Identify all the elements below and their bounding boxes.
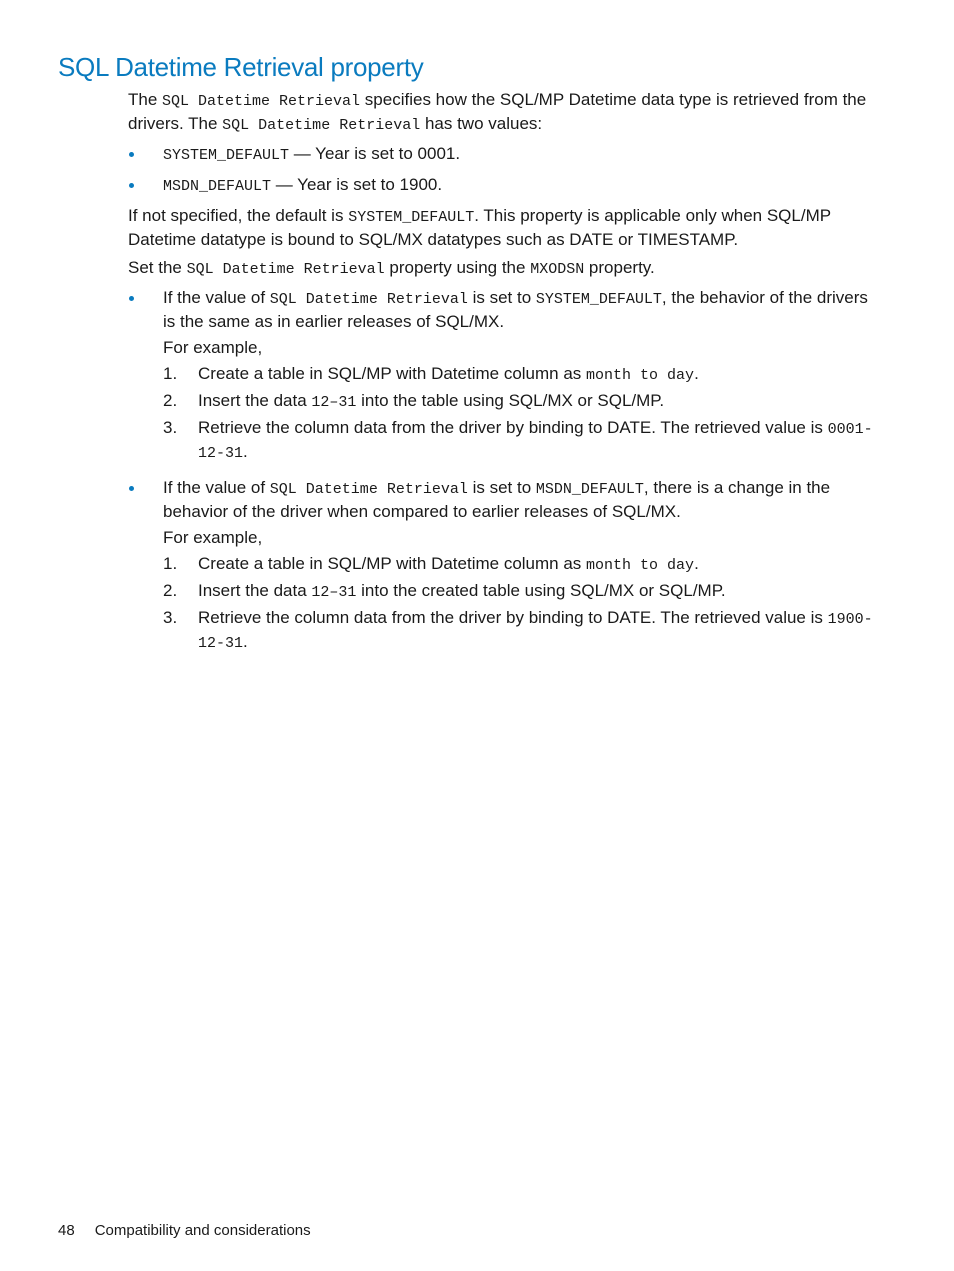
values-list [128, 143, 873, 198]
case-text: If the value of [163, 288, 270, 307]
case-text: If the value of [163, 478, 270, 497]
case-description [163, 477, 873, 523]
case-code: SQL Datetime Retrieval [269, 481, 468, 498]
step-text: Create a table in SQL/MP with Datetime column as [198, 554, 587, 573]
intro-paragraph [128, 89, 873, 137]
paragraph-code: SQL Datetime Retrieval [186, 261, 385, 278]
case-text: , the behavior of the drivers is the same as in earlier releases of SQL/MX. [163, 288, 868, 331]
footer-section-title: Compatibility and considerations [94, 1222, 311, 1239]
step-text: Insert the data [198, 581, 312, 600]
step-text: Retrieve the column data from the driver by binding to DATE. The retrieved value is [198, 418, 828, 437]
step-item [163, 417, 873, 465]
example-label: For example, [163, 338, 263, 357]
list-item [128, 174, 873, 198]
intro-code: SQL Datetime Retrieval [162, 93, 361, 110]
step-item [163, 607, 873, 655]
case-code: SYSTEM_DEFAULT [535, 291, 662, 308]
steps-list [163, 363, 873, 465]
case-text: is set to [467, 288, 536, 307]
step-text: Insert the data [198, 391, 312, 410]
step-text: into the table using SQL/MX or SQL/MP. [356, 391, 665, 410]
step-text: Create a table in SQL/MP with Datetime column as [198, 364, 587, 383]
set-paragraph [128, 257, 873, 281]
step-code: 12–31 [311, 394, 357, 411]
value-description: — Year is set to 1900. [271, 175, 443, 194]
step-number: 3. [163, 418, 178, 437]
step-item [163, 580, 873, 604]
step-code: month to day [586, 367, 695, 384]
step-text: into the created table using SQL/MX or SQL/MP. [356, 581, 726, 600]
step-code: 1900-12-31 [198, 611, 873, 652]
step-text: . [694, 554, 699, 573]
bullet-icon [129, 183, 134, 188]
section-body [128, 89, 873, 662]
case-text: , there is a change in the behavior of the driver when compared to earlier releases of SQL/MX. [163, 478, 831, 521]
step-text: Retrieve the column data from the driver by binding to DATE. The retrieved value is [198, 608, 828, 627]
paragraph-text: . This property is applicable only when SQL/MP Datetime datatype is bound to SQL/MX datatypes such as DATE or TIMESTAMP. [128, 206, 831, 249]
steps-list [163, 553, 873, 655]
step-item [163, 553, 873, 577]
paragraph-text: Set the [128, 258, 187, 277]
step-number: 3. [163, 608, 178, 627]
step-number: 2. [163, 581, 178, 600]
case-item [128, 287, 873, 465]
cases-list [128, 287, 873, 655]
step-text: . [694, 364, 699, 383]
step-code: month to day [586, 557, 695, 574]
bullet-icon [129, 486, 134, 491]
value-code: MSDN_DEFAULT [163, 178, 272, 195]
paragraph-text: If not specified, the default is [128, 206, 349, 225]
step-code: 0001-12-31 [198, 421, 873, 462]
case-text: is set to [467, 478, 536, 497]
intro-text: specifies how the SQL/MP Datetime data type is retrieved from the drivers. The [128, 90, 867, 133]
step-number: 1. [163, 364, 178, 383]
intro-code: SQL Datetime Retrieval [222, 117, 421, 134]
step-text: . [243, 442, 248, 461]
default-paragraph [128, 205, 873, 251]
bullet-icon [129, 152, 134, 157]
step-code: 12–31 [311, 584, 357, 601]
paragraph-text: property. [584, 258, 655, 277]
intro-text: has two values: [420, 114, 543, 133]
paragraph-text: property using the [384, 258, 531, 277]
paragraph-code: SYSTEM_DEFAULT [348, 209, 475, 226]
case-description [163, 287, 873, 333]
step-text: . [243, 632, 248, 651]
value-description: — Year is set to 0001. [289, 144, 461, 163]
step-item [163, 363, 873, 387]
example-label: For example, [163, 528, 263, 547]
step-number: 1. [163, 554, 178, 573]
step-item [163, 390, 873, 414]
page-footer [58, 1222, 311, 1239]
paragraph-code: MXODSN [530, 261, 585, 278]
case-item [128, 477, 873, 655]
case-code: MSDN_DEFAULT [535, 481, 644, 498]
list-item [128, 143, 873, 167]
step-number: 2. [163, 391, 178, 410]
section-title: SQL Datetime Retrieval property [58, 52, 424, 82]
intro-text: The [128, 90, 163, 109]
value-code: SYSTEM_DEFAULT [163, 147, 290, 164]
case-code: SQL Datetime Retrieval [269, 291, 468, 308]
bullet-icon [129, 296, 134, 301]
page-number: 48 [58, 1222, 75, 1239]
